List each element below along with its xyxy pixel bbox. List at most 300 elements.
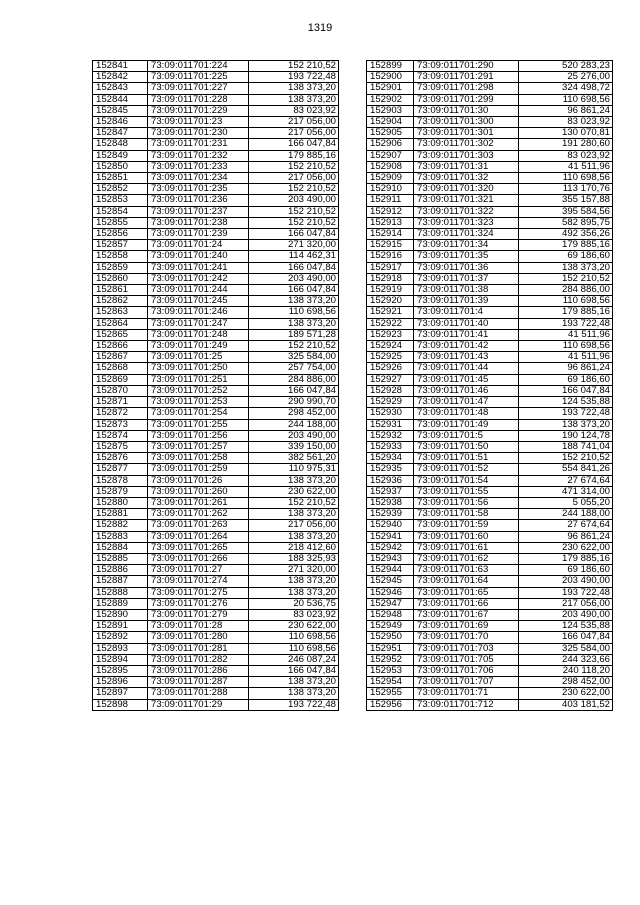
row-number-cell: 152857 <box>93 240 148 251</box>
cadastral-number-cell: 73:09:011701:257 <box>148 441 249 452</box>
table-row <box>367 184 613 195</box>
value-cell: 96 861,24 <box>519 105 613 116</box>
value-cell: 382 561,20 <box>249 453 339 464</box>
row-number-cell: 152918 <box>367 273 414 284</box>
row-number-cell: 152940 <box>367 520 414 531</box>
table-row <box>93 117 339 128</box>
row-number-cell: 152873 <box>93 419 148 430</box>
cadastral-number-cell: 73:09:011701:254 <box>148 408 249 419</box>
row-number-cell: 152872 <box>93 408 148 419</box>
value-cell: 27 674,64 <box>519 475 613 486</box>
value-cell: 582 895,75 <box>519 217 613 228</box>
row-number-cell: 152914 <box>367 229 414 240</box>
table-row <box>93 139 339 150</box>
table-row <box>367 374 613 385</box>
value-cell: 138 373,20 <box>249 509 339 520</box>
table-row <box>367 285 613 296</box>
cadastral-number-cell: 73:09:011701:30 <box>414 105 519 116</box>
value-cell: 244 323,66 <box>519 654 613 665</box>
value-cell: 191 280,60 <box>519 139 613 150</box>
table-row <box>367 117 613 128</box>
value-cell: 138 373,20 <box>249 475 339 486</box>
row-number-cell: 152944 <box>367 565 414 576</box>
table-row <box>93 195 339 206</box>
row-number-cell: 152907 <box>367 150 414 161</box>
cadastral-number-cell: 73:09:011701:63 <box>414 565 519 576</box>
value-cell: 166 047,84 <box>249 229 339 240</box>
row-number-cell: 152955 <box>367 688 414 699</box>
table-row <box>367 307 613 318</box>
value-cell: 166 047,84 <box>249 285 339 296</box>
table-row <box>93 240 339 251</box>
cadastral-number-cell: 73:09:011701:231 <box>148 139 249 150</box>
table-row <box>367 217 613 228</box>
row-number-cell: 152905 <box>367 128 414 139</box>
value-cell: 152 210,52 <box>519 273 613 284</box>
table-row <box>367 609 613 620</box>
row-number-cell: 152897 <box>93 688 148 699</box>
row-number-cell: 152853 <box>93 195 148 206</box>
table-row <box>367 598 613 609</box>
table-row <box>93 262 339 273</box>
value-cell: 217 056,00 <box>249 128 339 139</box>
table-row <box>93 430 339 441</box>
row-number-cell: 152852 <box>93 184 148 195</box>
table-row <box>367 296 613 307</box>
table-row <box>367 105 613 116</box>
row-number-cell: 152921 <box>367 307 414 318</box>
row-number-cell: 152906 <box>367 139 414 150</box>
table-row <box>93 587 339 598</box>
row-number-cell: 152910 <box>367 184 414 195</box>
row-number-cell: 152933 <box>367 441 414 452</box>
value-cell: 203 490,00 <box>519 576 613 587</box>
row-number-cell: 152862 <box>93 296 148 307</box>
cadastral-number-cell: 73:09:011701:299 <box>414 94 519 105</box>
value-cell: 138 373,20 <box>519 262 613 273</box>
cadastral-number-cell: 73:09:011701:279 <box>148 609 249 620</box>
value-cell: 218 412,60 <box>249 542 339 553</box>
cadastral-number-cell: 73:09:011701:301 <box>414 128 519 139</box>
cadastral-number-cell: 73:09:011701:60 <box>414 531 519 542</box>
table-row <box>93 397 339 408</box>
row-number-cell: 152878 <box>93 475 148 486</box>
row-number-cell: 152935 <box>367 464 414 475</box>
cadastral-number-cell: 73:09:011701:27 <box>148 565 249 576</box>
value-cell: 230 622,00 <box>249 621 339 632</box>
table-row <box>367 94 613 105</box>
row-number-cell: 152948 <box>367 609 414 620</box>
table-row <box>367 531 613 542</box>
cadastral-number-cell: 73:09:011701:238 <box>148 217 249 228</box>
table-row <box>93 217 339 228</box>
value-cell: 325 584,00 <box>519 643 613 654</box>
table-row <box>367 453 613 464</box>
row-number-cell: 152949 <box>367 621 414 632</box>
row-number-cell: 152883 <box>93 531 148 542</box>
table-row <box>367 632 613 643</box>
cadastral-number-cell: 73:09:011701:4 <box>414 307 519 318</box>
table-row <box>367 475 613 486</box>
value-cell: 138 373,20 <box>519 419 613 430</box>
value-cell: 110 698,56 <box>519 296 613 307</box>
row-number-cell: 152851 <box>93 173 148 184</box>
cadastral-number-cell: 73:09:011701:5 <box>414 430 519 441</box>
row-number-cell: 152871 <box>93 397 148 408</box>
cadastral-number-cell: 73:09:011701:51 <box>414 453 519 464</box>
table-row <box>367 464 613 475</box>
table-row <box>367 128 613 139</box>
value-cell: 179 885,16 <box>519 307 613 318</box>
value-cell: 203 490,00 <box>519 609 613 620</box>
cadastral-number-cell: 73:09:011701:49 <box>414 419 519 430</box>
table-row <box>93 273 339 284</box>
value-cell: 188 325,93 <box>249 553 339 564</box>
row-number-cell: 152919 <box>367 285 414 296</box>
row-number-cell: 152925 <box>367 352 414 363</box>
row-number-cell: 152844 <box>93 94 148 105</box>
value-cell: 110 698,56 <box>249 307 339 318</box>
cadastral-number-cell: 73:09:011701:34 <box>414 240 519 251</box>
row-number-cell: 152891 <box>93 621 148 632</box>
row-number-cell: 152904 <box>367 117 414 128</box>
row-number-cell: 152952 <box>367 654 414 665</box>
table-row <box>93 520 339 531</box>
cadastral-number-cell: 73:09:011701:286 <box>148 665 249 676</box>
value-cell: 96 861,24 <box>519 531 613 542</box>
cadastral-number-cell: 73:09:011701:264 <box>148 531 249 542</box>
cadastral-number-cell: 73:09:011701:225 <box>148 72 249 83</box>
cadastral-number-cell: 73:09:011701:303 <box>414 150 519 161</box>
row-number-cell: 152858 <box>93 251 148 262</box>
table-row <box>367 509 613 520</box>
value-cell: 138 373,20 <box>249 83 339 94</box>
cadastral-number-cell: 73:09:011701:281 <box>148 643 249 654</box>
cadastral-number-cell: 73:09:011701:291 <box>414 72 519 83</box>
value-cell: 41 511,96 <box>519 352 613 363</box>
table-row <box>93 699 339 710</box>
value-cell: 69 186,60 <box>519 251 613 262</box>
cadastral-number-cell: 73:09:011701:41 <box>414 329 519 340</box>
row-number-cell: 152886 <box>93 565 148 576</box>
table-row <box>367 61 613 72</box>
row-number-cell: 152899 <box>367 61 414 72</box>
table-row <box>367 688 613 699</box>
value-cell: 244 188,00 <box>519 509 613 520</box>
cadastral-number-cell: 73:09:011701:280 <box>148 632 249 643</box>
cadastral-number-cell: 73:09:011701:234 <box>148 173 249 184</box>
table-row <box>367 419 613 430</box>
row-number-cell: 152902 <box>367 94 414 105</box>
value-cell: 554 841,26 <box>519 464 613 475</box>
row-number-cell: 152929 <box>367 397 414 408</box>
cadastral-number-cell: 73:09:011701:233 <box>148 161 249 172</box>
row-number-cell: 152923 <box>367 329 414 340</box>
table-row <box>367 565 613 576</box>
table-row <box>367 240 613 251</box>
cadastral-number-cell: 73:09:011701:66 <box>414 598 519 609</box>
value-cell: 83 023,92 <box>519 117 613 128</box>
row-number-cell: 152892 <box>93 632 148 643</box>
table-row <box>367 699 613 710</box>
row-number-cell: 152864 <box>93 318 148 329</box>
table-row <box>93 318 339 329</box>
value-cell: 193 722,48 <box>519 318 613 329</box>
cadastral-number-cell: 73:09:011701:50 <box>414 441 519 452</box>
value-cell: 152 210,52 <box>249 161 339 172</box>
value-cell: 83 023,92 <box>519 150 613 161</box>
table-row <box>93 576 339 587</box>
table-row <box>93 173 339 184</box>
table-row <box>93 83 339 94</box>
row-number-cell: 152936 <box>367 475 414 486</box>
cadastral-number-cell: 73:09:011701:52 <box>414 464 519 475</box>
row-number-cell: 152932 <box>367 430 414 441</box>
row-number-cell: 152884 <box>93 542 148 553</box>
row-number-cell: 152881 <box>93 509 148 520</box>
row-number-cell: 152908 <box>367 161 414 172</box>
cadastral-number-cell: 73:09:011701:274 <box>148 576 249 587</box>
table-row <box>367 665 613 676</box>
cadastral-number-cell: 73:09:011701:32 <box>414 173 519 184</box>
table-row <box>367 341 613 352</box>
value-cell: 193 722,48 <box>249 72 339 83</box>
row-number-cell: 152841 <box>93 61 148 72</box>
table-row <box>367 397 613 408</box>
table-row <box>93 307 339 318</box>
table-row <box>367 150 613 161</box>
cadastral-number-cell: 73:09:011701:250 <box>148 363 249 374</box>
cadastral-number-cell: 73:09:011701:290 <box>414 61 519 72</box>
cadastral-number-cell: 73:09:011701:251 <box>148 374 249 385</box>
cadastral-number-cell: 73:09:011701:54 <box>414 475 519 486</box>
cadastral-number-cell: 73:09:011701:300 <box>414 117 519 128</box>
row-number-cell: 152863 <box>93 307 148 318</box>
cadastral-number-cell: 73:09:011701:37 <box>414 273 519 284</box>
row-number-cell: 152888 <box>93 587 148 598</box>
row-number-cell: 152845 <box>93 105 148 116</box>
row-number-cell: 152850 <box>93 161 148 172</box>
cadastral-number-cell: 73:09:011701:65 <box>414 587 519 598</box>
cadastral-number-cell: 73:09:011701:322 <box>414 206 519 217</box>
cadastral-number-cell: 73:09:011701:706 <box>414 665 519 676</box>
row-number-cell: 152893 <box>93 643 148 654</box>
value-cell: 193 722,48 <box>519 587 613 598</box>
value-cell: 110 698,56 <box>519 173 613 184</box>
value-cell: 152 210,52 <box>249 184 339 195</box>
value-cell: 83 023,92 <box>249 609 339 620</box>
table-row <box>367 486 613 497</box>
cadastral-number-cell: 73:09:011701:237 <box>148 206 249 217</box>
value-cell: 152 210,52 <box>249 206 339 217</box>
value-cell: 217 056,00 <box>249 173 339 184</box>
table-row <box>93 542 339 553</box>
row-number-cell: 152942 <box>367 542 414 553</box>
cadastral-number-cell: 73:09:011701:36 <box>414 262 519 273</box>
table-row <box>93 105 339 116</box>
value-cell: 471 314,00 <box>519 486 613 497</box>
table-row <box>367 251 613 262</box>
table-row <box>367 206 613 217</box>
cadastral-number-cell: 73:09:011701:48 <box>414 408 519 419</box>
value-cell: 138 373,20 <box>249 576 339 587</box>
row-number-cell: 152900 <box>367 72 414 83</box>
row-number-cell: 152930 <box>367 408 414 419</box>
row-number-cell: 152950 <box>367 632 414 643</box>
cadastral-number-cell: 73:09:011701:28 <box>148 621 249 632</box>
table-row <box>93 598 339 609</box>
value-cell: 271 320,00 <box>249 565 339 576</box>
value-cell: 244 188,00 <box>249 419 339 430</box>
row-number-cell: 152917 <box>367 262 414 273</box>
table-row <box>93 329 339 340</box>
cadastral-number-cell: 73:09:011701:321 <box>414 195 519 206</box>
value-cell: 298 452,00 <box>249 408 339 419</box>
cadastral-number-cell: 73:09:011701:61 <box>414 542 519 553</box>
value-cell: 230 622,00 <box>249 486 339 497</box>
cadastral-number-cell: 73:09:011701:55 <box>414 486 519 497</box>
table-row <box>93 632 339 643</box>
cadastral-number-cell: 73:09:011701:25 <box>148 352 249 363</box>
left-register-table <box>92 60 339 711</box>
row-number-cell: 152849 <box>93 150 148 161</box>
value-cell: 179 885,16 <box>249 150 339 161</box>
table-row <box>367 587 613 598</box>
cadastral-number-cell: 73:09:011701:244 <box>148 285 249 296</box>
value-cell: 166 047,84 <box>249 139 339 150</box>
cadastral-number-cell: 73:09:011701:262 <box>148 509 249 520</box>
value-cell: 138 373,20 <box>249 677 339 688</box>
row-number-cell: 152912 <box>367 206 414 217</box>
table-row <box>93 296 339 307</box>
value-cell: 124 535,88 <box>519 621 613 632</box>
value-cell: 114 462,31 <box>249 251 339 262</box>
row-number-cell: 152924 <box>367 341 414 352</box>
table-row <box>367 385 613 396</box>
value-cell: 339 150,00 <box>249 441 339 452</box>
value-cell: 166 047,84 <box>249 385 339 396</box>
row-number-cell: 152876 <box>93 453 148 464</box>
value-cell: 324 498,72 <box>519 83 613 94</box>
table-row <box>367 621 613 632</box>
value-cell: 152 210,52 <box>249 341 339 352</box>
cadastral-number-cell: 73:09:011701:287 <box>148 677 249 688</box>
cadastral-number-cell: 73:09:011701:276 <box>148 598 249 609</box>
cadastral-number-cell: 73:09:011701:58 <box>414 509 519 520</box>
value-cell: 520 283,23 <box>519 61 613 72</box>
row-number-cell: 152941 <box>367 531 414 542</box>
cadastral-number-cell: 73:09:011701:288 <box>148 688 249 699</box>
table-row <box>93 61 339 72</box>
row-number-cell: 152901 <box>367 83 414 94</box>
value-cell: 138 373,20 <box>249 531 339 542</box>
row-number-cell: 152842 <box>93 72 148 83</box>
value-cell: 69 186,60 <box>519 374 613 385</box>
cadastral-number-cell: 73:09:011701:38 <box>414 285 519 296</box>
row-number-cell: 152954 <box>367 677 414 688</box>
value-cell: 130 070,81 <box>519 128 613 139</box>
cadastral-number-cell: 73:09:011701:275 <box>148 587 249 598</box>
cadastral-number-cell: 73:09:011701:320 <box>414 184 519 195</box>
row-number-cell: 152865 <box>93 329 148 340</box>
right-register-body <box>367 61 613 711</box>
cadastral-number-cell: 73:09:011701:240 <box>148 251 249 262</box>
value-cell: 271 320,00 <box>249 240 339 251</box>
cadastral-number-cell: 73:09:011701:69 <box>414 621 519 632</box>
table-row <box>93 352 339 363</box>
cadastral-number-cell: 73:09:011701:253 <box>148 397 249 408</box>
table-row <box>367 229 613 240</box>
row-number-cell: 152928 <box>367 385 414 396</box>
cadastral-number-cell: 73:09:011701:47 <box>414 397 519 408</box>
row-number-cell: 152843 <box>93 83 148 94</box>
cadastral-number-cell: 73:09:011701:324 <box>414 229 519 240</box>
value-cell: 110 698,56 <box>249 632 339 643</box>
table-row <box>367 273 613 284</box>
table-row <box>93 184 339 195</box>
table-row <box>367 329 613 340</box>
row-number-cell: 152866 <box>93 341 148 352</box>
table-row <box>93 408 339 419</box>
cadastral-number-cell: 73:09:011701:56 <box>414 497 519 508</box>
cadastral-number-cell: 73:09:011701:282 <box>148 654 249 665</box>
value-cell: 152 210,52 <box>249 61 339 72</box>
table-row <box>367 576 613 587</box>
value-cell: 166 047,84 <box>519 385 613 396</box>
table-row <box>367 352 613 363</box>
cadastral-number-cell: 73:09:011701:229 <box>148 105 249 116</box>
table-row <box>93 363 339 374</box>
row-number-cell: 152947 <box>367 598 414 609</box>
row-number-cell: 152875 <box>93 441 148 452</box>
cadastral-number-cell: 73:09:011701:31 <box>414 161 519 172</box>
cadastral-number-cell: 73:09:011701:241 <box>148 262 249 273</box>
cadastral-number-cell: 73:09:011701:245 <box>148 296 249 307</box>
row-number-cell: 152880 <box>93 497 148 508</box>
row-number-cell: 152847 <box>93 128 148 139</box>
row-number-cell: 152927 <box>367 374 414 385</box>
table-row <box>93 688 339 699</box>
row-number-cell: 152848 <box>93 139 148 150</box>
cadastral-number-cell: 73:09:011701:228 <box>148 94 249 105</box>
cadastral-number-cell: 73:09:011701:59 <box>414 520 519 531</box>
value-cell: 124 535,88 <box>519 397 613 408</box>
table-row <box>367 441 613 452</box>
table-row <box>93 665 339 676</box>
cadastral-number-cell: 73:09:011701:703 <box>414 643 519 654</box>
table-row <box>93 150 339 161</box>
row-number-cell: 152896 <box>93 677 148 688</box>
row-number-cell: 152874 <box>93 430 148 441</box>
row-number-cell: 152931 <box>367 419 414 430</box>
row-number-cell: 152867 <box>93 352 148 363</box>
row-number-cell: 152911 <box>367 195 414 206</box>
value-cell: 203 490,00 <box>249 195 339 206</box>
table-row <box>93 677 339 688</box>
row-number-cell: 152889 <box>93 598 148 609</box>
table-row <box>93 374 339 385</box>
value-cell: 166 047,84 <box>519 632 613 643</box>
value-cell: 69 186,60 <box>519 565 613 576</box>
value-cell: 325 584,00 <box>249 352 339 363</box>
table-row <box>367 173 613 184</box>
table-row <box>93 565 339 576</box>
row-number-cell: 152856 <box>93 229 148 240</box>
cadastral-number-cell: 73:09:011701:266 <box>148 553 249 564</box>
row-number-cell: 152860 <box>93 273 148 284</box>
cadastral-number-cell: 73:09:011701:252 <box>148 385 249 396</box>
cadastral-number-cell: 73:09:011701:246 <box>148 307 249 318</box>
